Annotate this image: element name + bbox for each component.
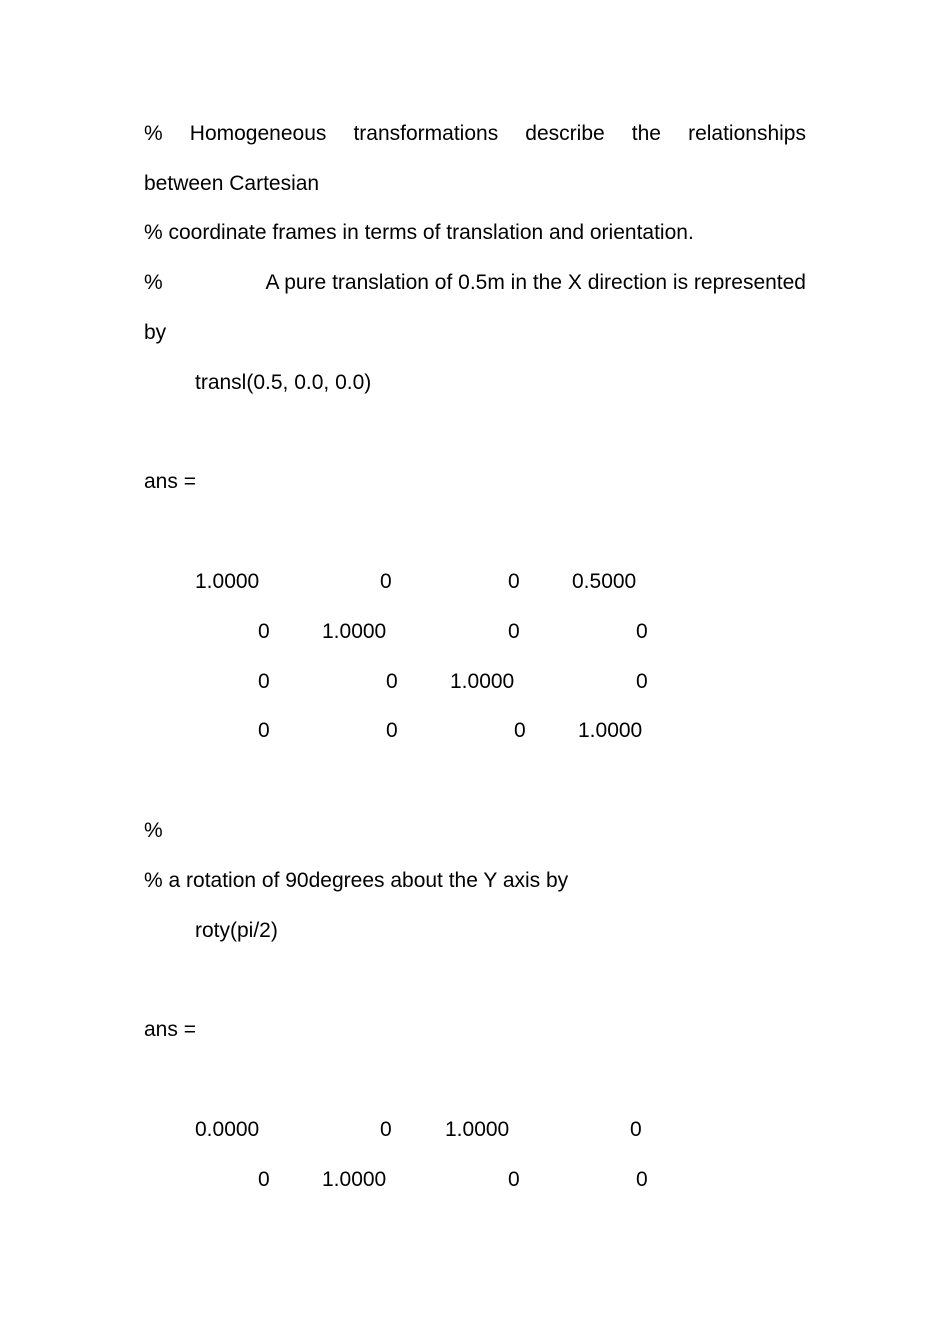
comment-word: % (144, 271, 163, 294)
matrix-cell: 0 (258, 719, 270, 742)
matrix-cell: 0 (258, 670, 270, 693)
matrix-cell: 1.0000 (322, 620, 387, 643)
matrix-cell: 0 (386, 670, 398, 693)
matrix-1-row (144, 717, 806, 745)
comment-line-4: % (144, 819, 163, 842)
comment-word: A pure translation of 0.5m in the X direction is represented (265, 271, 806, 294)
comment-word: % (144, 122, 163, 145)
matrix-cell: 0 (508, 1168, 520, 1191)
matrix-cell: 1.0000 (445, 1118, 510, 1141)
matrix-cell: 1.0000 (195, 570, 260, 593)
comment-line-1-continuation: between Cartesian (144, 172, 320, 195)
matrix-cell: 0 (636, 1168, 648, 1191)
comment-word: describe (525, 122, 605, 145)
matrix-cell: 1.0000 (578, 719, 643, 742)
comment-word: transformations (353, 122, 499, 145)
ans-label-2: ans = (144, 1018, 196, 1041)
matrix-2-row (144, 1116, 806, 1144)
command-transl: transl(0.5, 0.0, 0.0) (195, 371, 372, 394)
matrix-cell: 0.5000 (572, 570, 637, 593)
matrix-cell: 0 (514, 719, 526, 742)
matrix-cell: 0 (508, 570, 520, 593)
comment-line-5: % a rotation of 90degrees about the Y axis by (144, 869, 569, 892)
matrix-cell: 0 (258, 620, 270, 643)
matrix-cell: 0.0000 (195, 1118, 260, 1141)
matrix-cell: 1.0000 (450, 670, 515, 693)
matrix-1-row (144, 568, 806, 596)
matrix-2-row (144, 1166, 806, 1194)
comment-word: relationships (688, 122, 806, 145)
matrix-cell: 0 (636, 620, 648, 643)
comment-line-3-continuation: by (144, 321, 167, 344)
matrix-cell: 0 (380, 570, 392, 593)
matrix-cell: 0 (386, 719, 398, 742)
matrix-cell: 0 (508, 620, 520, 643)
matrix-cell: 0 (636, 670, 648, 693)
comment-line-1 (144, 120, 806, 148)
comment-word: the (631, 122, 661, 145)
comment-line-2: % coordinate frames in terms of translation and orientation. (144, 221, 694, 244)
matrix-cell: 0 (258, 1168, 270, 1191)
matrix-1-row (144, 668, 806, 696)
matrix-cell: 0 (380, 1118, 392, 1141)
ans-label-1: ans = (144, 470, 196, 493)
matrix-1-row (144, 618, 806, 646)
comment-line-3 (144, 269, 806, 297)
matrix-cell: 0 (630, 1118, 642, 1141)
command-roty: roty(pi/2) (195, 919, 278, 942)
matrix-cell: 1.0000 (322, 1168, 387, 1191)
comment-word: Homogeneous (189, 122, 327, 145)
